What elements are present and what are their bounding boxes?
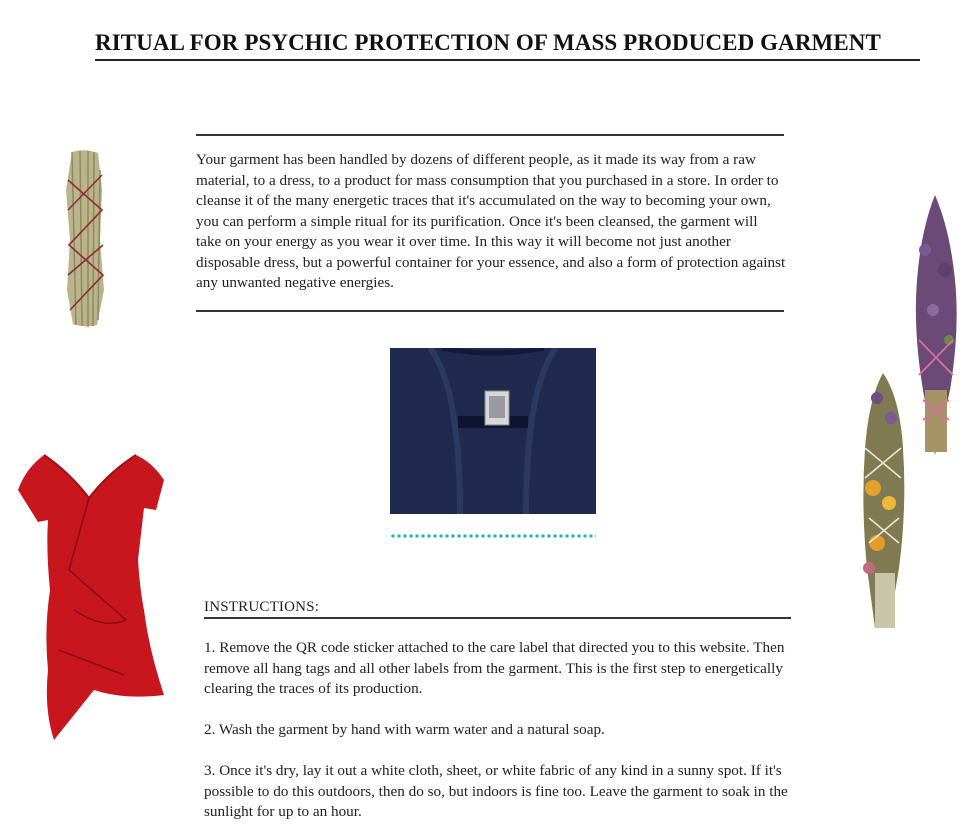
red-dress-image: [14, 450, 170, 745]
navy-garment-label-photo: [390, 348, 596, 514]
instruction-step-3: 3. Once it's dry, lay it out a white cloth, sheet, or white fabric of any kind in a sunny spot. If it's possible to do this outdoors, then do so, but indoors is fine too. Leave the garment to soak in the sunlight for up to an hour.: [204, 762, 788, 820]
instruction-step-2: 2. Wash the garment by hand with warm water and a natural soap.: [204, 721, 605, 738]
title-underline: [95, 59, 920, 61]
instruction-step-1: 1. Remove the QR code sticker attached to the care label that directed you to this website. Then remove all hang tags and all other labels from the garment. This is the first step to energetically clearing the traces of its production.: [204, 639, 785, 697]
teal-dotted-divider: [390, 534, 596, 538]
intro-top-rule: [196, 134, 784, 136]
flower-bundle-image: [855, 368, 915, 633]
instructions-rule: [204, 617, 791, 619]
page-title: RITUAL FOR PSYCHIC PROTECTION OF MASS PRODUCED GARMENT: [95, 30, 881, 55]
intro-bottom-rule: [196, 310, 784, 312]
instructions-heading: INSTRUCTIONS:: [204, 599, 320, 615]
sage-bundle-image: [60, 150, 110, 330]
intro-paragraph: Your garment has been handled by dozens of different people, as it made its way from a raw material, to a dress, to a product for mass consumption that you purchased in a store. In order to cleanse it of the many energetic traces that it's accumulated on the way to becoming your own, you can perform a simple ritual for its purification. Once it's been cleansed, the garment will take on your energy as you wear it over time. In this way it will become not just another disposable dress, but a powerful container for your essence, and also a form of protection against any unwanted negative energies.: [196, 151, 786, 291]
